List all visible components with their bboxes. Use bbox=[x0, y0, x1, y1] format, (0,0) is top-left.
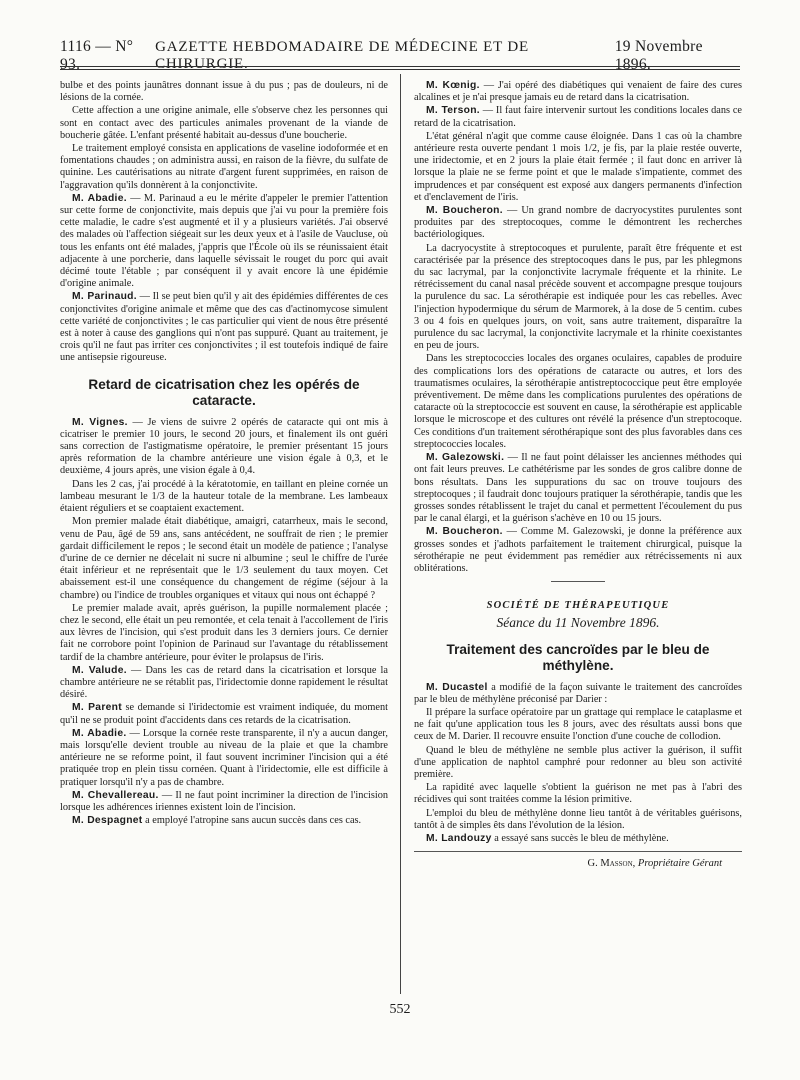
paragraph: Le premier malade avait, après guérison, la pupille normalement placée ; chez le second, elle était un peu remontée, et cela tenait à l'accollement de l'iris aux lèvres de l'incision, qui s'est produit dans les 3 derniers jours. Ce dernier fait ne corrobore point l'opinion de Parinaud sur l'avantage du rétablissement tardif de la chambre antérieure, pour éviter le prolapsus de l'iris. bbox=[60, 602, 388, 663]
closing-rule bbox=[414, 851, 742, 852]
speaker-paragraph: M. Galezowski. — Il ne faut point délaisser les anciennes méthodes qui ont fait leurs preuves. Le cathétérisme par les sondes de gros calibre donne de bons résultats. Dans les suppurations du sac on trouve toujours des streptocoques ; il faudrait donc toujours pratiquer la sérothérapie, tandis que les grosses sondes rétablissent le trajet du canal et permettent l'écoulement du pus par le canal élargi, et la guérison s'achève en 10 ou 15 jours. bbox=[414, 452, 742, 525]
session-date: Séance du 11 Novembre 1896. bbox=[496, 615, 660, 631]
journal-title: GAZETTE HEBDOMADAIRE DE MÉDECINE ET DE CHIRURGIE. bbox=[155, 39, 529, 72]
paragraph: Dans les 2 cas, j'ai procédé à la kératotomie, en taillant en pleine cornée un lambeau mesurant le 1/3 de la hauteur totale de la membrane. Les lambeaux étaient réguliers et se coaptaient exactement. bbox=[60, 478, 388, 515]
publisher-role: Propriétaire Gérant bbox=[635, 858, 722, 870]
speaker-paragraph: M. Despagnet a employé l'atropine sans aucun succès dans ces cas. bbox=[72, 815, 362, 827]
speaker-name: M. Parinaud. bbox=[72, 291, 137, 303]
section-heading: Traitement des cancroïdes par le bleu de méthylène. bbox=[446, 641, 710, 673]
speaker-paragraph: M. Ducastel a modifié de la façon suivante le traitement des cancroïdes par le bleu de méthylène préconisé par Darier : bbox=[414, 681, 742, 705]
speaker-paragraph: M. Abadie. — M. Parinaud a eu le mérite d'appeler le premier l'attention sur cette forme de conjonctivite, mais depuis que j'ai vu pour la première fois cette maladie, le cadre s'est augmenté et il y a plusieurs variétés. J'ai observé des malades où l'affection siégeait sur les deux yeux et à l'asile de Vaucluse, où tous les enfants ont été malades, j'appris que l'École où ils se réunissaient était adjacente à une porcherie, dans laquelle sévissait le rouget du porc qui avait décimé toute l'étable ; par conséquent il y avait encore là une épidémie d'origine animale. bbox=[60, 192, 389, 290]
speaker-name: M. Landouzy bbox=[426, 832, 492, 844]
speaker-paragraph: M. Abadie. — Lorsque la cornée reste transparente, il n'y a aucun danger, mais lorsqu'elle devient trouble au niveau de la plaie et que la chambre antérieure ne se reforme point, il faut souvent incriminer l'incision qui a été pratiquée trop en plein tissu cornéen. Quant à l'iridectomie, elle est difficile à pratiquer lorsqu'il n'y a pas de chambre. bbox=[60, 727, 388, 788]
publisher-signature bbox=[414, 858, 742, 870]
speaker-paragraph: M. Boucheron. — Un grand nombre de dacryocystites purulentes sont produites par des streptocoques, comme le démontrent les recherches bactériologiques. bbox=[414, 205, 742, 241]
page-number: 552 bbox=[389, 1002, 411, 1017]
speaker-name: M. Abadie. bbox=[72, 192, 127, 204]
speaker-name: M. Vignes. bbox=[72, 416, 128, 428]
publisher-name: G. Masson, bbox=[587, 858, 636, 870]
paragraph: Quand le bleu de méthylène ne semble plus activer la guérison, il suffit d'une application de naphtol camphré pour redonner au bleu son activité première. bbox=[414, 744, 742, 780]
speaker-name: M. Galezowski. bbox=[426, 452, 505, 464]
speaker-paragraph: M. Boucheron. — Comme M. Galezowski, je donne la préférence aux grosses sondes et j'adhots parfaitement le traitement chirurgical, puisque la sérothérapie ne peut évidemment pas remédier aux rétrécissements ni aux oblitérations. bbox=[414, 526, 742, 574]
speaker-name: M. Boucheron. bbox=[426, 526, 503, 538]
speaker-name: M. Chevallereau. bbox=[72, 789, 159, 801]
speaker-name: M. Kœnig. bbox=[426, 80, 480, 91]
paragraph: L'emploi du bleu de méthylène donne lieu tantôt à de véritables guérisons, tantôt à de simples êts dans l'évolution de la lésion. bbox=[414, 807, 742, 831]
speaker-name: M. Abadie. bbox=[72, 727, 127, 739]
speaker-paragraph: M. Terson. — Il faut faire intervenir surtout les conditions locales dans ce retard de la cicatrisation. bbox=[414, 105, 742, 129]
paragraph: Le traitement employé consista en applications de vaseline iodoformée et en fomentations chaudes ; on administra aussi, en raison de la fièvre, du sulfate de quinine. Les cautérisations au nitrate d'argent furent supprimées, en raison de l'aggravation qu'ils donnèrent à la conjonctivite. bbox=[60, 143, 388, 191]
speaker-name: M. Terson. bbox=[426, 105, 480, 117]
speaker-paragraph: M. Parent se demande si l'iridectomie est vraiment indiquée, du moment qu'il ne se produit point d'accidents dans ces retards de la cicatrisation. bbox=[60, 702, 389, 726]
issue-number: 1116 — N° 93. bbox=[60, 38, 134, 73]
speaker-name: M. Boucheron. bbox=[426, 205, 503, 217]
paragraph: Dans les streptococcies locales des organes oculaires, capables de produire des complications lors des opérations de cataracte ou autres, et lors des traumatismes oculaires, la sérothérapie antistreptococcique peut être employée préventivement. De même dans les complications purulentes des opérations de cataracte où la streptococcie est souvent en cause, la sérothérapie est applicable lorsque le microscope et des cultures ont révélé la présence d'un streptocoque. Ces conditions d'un traitement sérothérapique sont des plus favorables dans ces streptococcies locales. bbox=[414, 353, 742, 450]
speaker-paragraph: M. Landouzy a essayé sans succès le bleu de méthylène. bbox=[426, 832, 669, 844]
column-divider bbox=[400, 74, 401, 994]
right-column bbox=[414, 80, 742, 871]
issue-date: 19 Novembre 1896. bbox=[614, 38, 703, 73]
paragraph: Mon premier malade était diabétique, amaigri, catarrheux, mais le second, venu de Pau, âgé de 59 ans, sans antécédent, ne souffrait de rien ; le premier gardait difficilement le repos ; le second était un modèle de patience ; l'analyse d'urine de ce dernier ne décelait ni sucre ni albumine ; seul le chiffre de l'urée était inférieur et ne représentait que le 1/3 seulement du taux moyen. Cet abaissement est-il une conséquence du changement de régime (séjour à la chambre) ou l'indice de troubles organiques et vitaux qui nous ont échappé ? bbox=[60, 516, 388, 601]
speaker-paragraph: M. Valude. — Dans les cas de retard dans la cicatrisation et lorsque la chambre antérieure ne se rétablit pas, l'iridectomie donne rapidement le résultat désiré. bbox=[60, 664, 388, 701]
paragraph: Cette affection a une origine animale, elle s'observe chez les personnes qui sont en contact avec des particules animales provenant de la viande de boucherie gâtée. L'enfant présenté habitait au-dessus d'une boucherie. bbox=[60, 105, 388, 141]
speaker-paragraph: M. Vignes. — Je viens de suivre 2 opérés de cataracte qui ont mis à cicatriser le premier 10 jours, le second 20 jours, et finalement ils ont guéri sans correction de l'astigmatisme opératoire, le premier présentant 15 jours après reformation de la chambre antérieure une vision égale à 0,3, et le deuxième, 4 jours après, une vision égale à 0,4. bbox=[60, 416, 388, 477]
speaker-paragraph: M. Parinaud. — Il se peut bien qu'il y ait des épidémies différentes de ces conjonctivites d'origine animale et même que des cas d'actinomycose simulent cette variété de conjonctivites ; le cas particulier qui vient de nous être présenté est à noter à cause des ganglions qui n'ont pas suppuré. Quant au traitement, je crois qu'il ne faut pas irriter ces conjonctivites ; il est toutefois indiqué de faire une antisepsie rigoureuse. bbox=[60, 291, 388, 364]
paragraph: L'état général n'agit que comme cause éloignée. Dans 1 cas où la chambre antérieure resta ouverte pendant 1 mois 1/2, je fis, par la plaie restée ouverte, une iridectomie, et en 2 jours la plaie était fermée ; il faut donc en arriver là lorsque la plaie ne se ferme point et que le malade s'impatiente, commet des imprudences et par conséquent est exposé aux dangers permanents d'infection et d'enclavement de l'iris. bbox=[414, 130, 742, 203]
header-rule bbox=[60, 66, 740, 67]
header-rule-thin bbox=[60, 69, 740, 70]
speaker-name: M. Parent bbox=[72, 702, 122, 714]
speaker-paragraph: M. Kœnig. — J'ai opéré des diabétiques qui venaient de faire des cures alcalines et je n'ai presque jamais eu de retard dans la cicatrisation. bbox=[414, 80, 742, 104]
society-title: SOCIÉTÉ DE THÉRAPEUTIQUE bbox=[486, 600, 670, 612]
speaker-name: M. Valude. bbox=[72, 664, 127, 676]
speaker-name: M. Despagnet bbox=[72, 815, 143, 827]
speaker-paragraph: M. Chevallereau. — Il ne faut point incriminer la direction de l'incision lorsque les adhérences iriennes existent loin de l'incision. bbox=[60, 789, 388, 813]
section-heading: Retard de cicatrisation chez les opérés de cataracte. bbox=[88, 376, 360, 408]
paragraph: Il prépare la surface opératoire par un grattage qui remplace le cataplasme et ne fait qu'une application tous les 8 jours, avec des résultats aussi bons que ceux de M. Darier. Il recouvre ensuite l'onction d'une couche de collodion. bbox=[414, 706, 742, 743]
separator-rule bbox=[551, 581, 605, 582]
running-header bbox=[60, 38, 740, 73]
paragraph: La dacryocystite à streptocoques et purulente, paraît être fréquente et est caractérisée par la présence des streptocoques dans le pus, par les phlegmons du sac lacrymal, par la conjonctivite lacrymale fréquente et la rhinite. Le rétrécissement du canal nasal précède souvent et accompagne presque toujours la purulence du sac. La sérothérapie est indiquée pour les cas rebelles. Avec l'injection hypodermique du sérum de Marmorek, à la dose de 5 centim. cubes 3 ou 4 fois en quelques jours, on voit, sans autre traitement, disparaître la purulence du sac lacrymal, la conjonctivite lacrymale et la rhinite coexistantes en peu de jours. bbox=[414, 242, 742, 352]
paragraph: La rapidité avec laquelle s'obtient la guérison ne met pas à l'abri des récidives qui sont traitées comme la lésion primitive. bbox=[414, 782, 742, 806]
speaker-name: M. Ducastel bbox=[426, 681, 488, 693]
paragraph: bulbe et des points jaunâtres donnant issue à du pus ; pas de douleurs, ni de lésions de la cornée. bbox=[60, 80, 388, 104]
left-column bbox=[60, 80, 388, 828]
